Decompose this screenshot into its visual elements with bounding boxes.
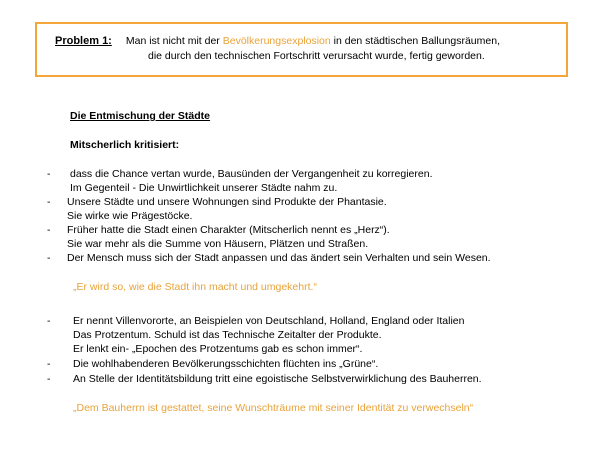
bullet-marker: -: [47, 252, 51, 264]
point-1-line-1: dass die Chance vertan wurde, Bausünden der Vergangenheit zu korregieren.: [70, 168, 433, 180]
point-6-line-1: Die wohlhabenderen Bevölkerungsschichten flüchten ins „Grüne“.: [73, 358, 379, 370]
quote-1: „Er wird so, wie die Stadt ihn macht und umgekehrt.“: [73, 281, 317, 293]
point-2-line-1: Unsere Städte und unsere Wohnungen sind Produkte der Phantasie.: [67, 196, 387, 208]
bullet-marker: -: [47, 196, 51, 208]
point-4-line-1: Der Mensch muss sich der Stadt anpassen und das ändert sein Verhalten und sein Wesen.: [67, 252, 491, 264]
problem-highlight: Bevölkerungsexplosion: [222, 35, 331, 47]
problem-label: Problem 1:: [55, 35, 112, 47]
point-3-line-1: Früher hatte die Stadt einen Charakter (Mitscherlich nennt es „Herz“).: [67, 224, 390, 236]
bullet-marker: -: [47, 168, 51, 180]
problem-line-2: die durch den technischen Fortschritt verursacht wurde, fertig geworden.: [148, 50, 485, 62]
point-5-line-1: Er nennt Villenvororte, an Beispielen von Deutschland, Holland, England oder Italien: [73, 315, 465, 327]
point-3-line-2: Sie war mehr als die Summe von Häusern, Plätzen und Straßen.: [67, 238, 369, 250]
bullet-marker: -: [47, 358, 51, 370]
problem-text-before: Man ist nicht mit der: [125, 35, 223, 47]
point-7-line-1: An Stelle der Identitätsbildung tritt eine egoistische Selbstverwirklichung des Bauherren.: [73, 373, 482, 385]
quote-2: „Dem Bauherrn ist gestattet, seine Wunschträume mit seiner Identität zu verwechseln“: [73, 402, 474, 414]
problem-box: [35, 22, 568, 77]
point-2-line-2: Sie wirke wie Prägestöcke.: [67, 210, 193, 222]
point-1-line-2: Im Gegenteil - Die Unwirtlichkeit unserer Städte nahm zu.: [70, 182, 338, 194]
problem-text-after: in den städtischen Ballungsräumen,: [330, 35, 500, 47]
subtitle: Mitscherlich kritisiert:: [70, 139, 180, 151]
problem-line-1: [55, 34, 500, 49]
bullet-marker: -: [47, 224, 51, 236]
bullet-marker: -: [47, 373, 51, 385]
point-5-line-2: Das Protzentum. Schuld ist das Technische Zeitalter der Produkte.: [73, 329, 382, 341]
section-title: Die Entmischung der Städte: [70, 110, 211, 122]
point-5-line-3: Er lenkt ein- „Epochen des Protzentums gab es schon immer“.: [73, 343, 363, 355]
bullet-marker: -: [47, 315, 51, 327]
